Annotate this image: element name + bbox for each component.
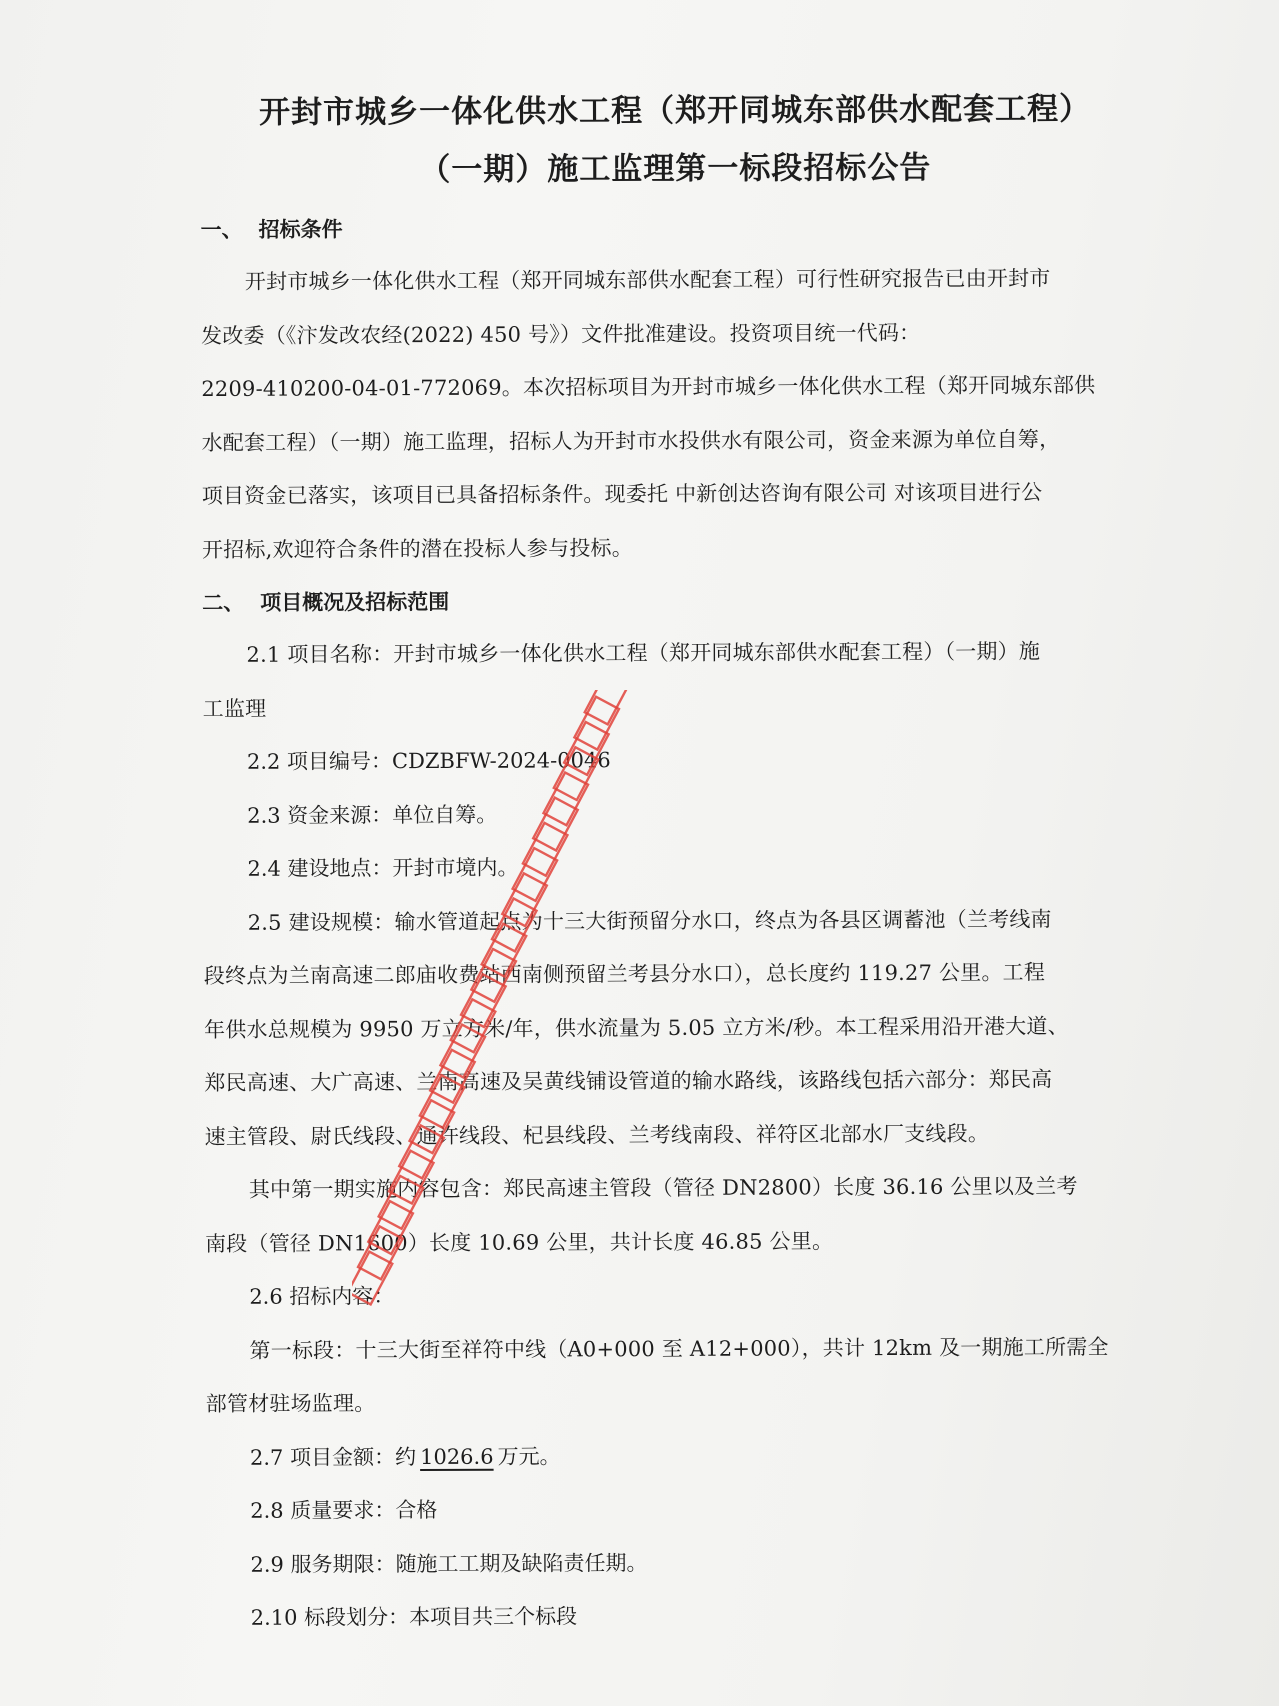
- section-1-paragraph: [201, 252, 1152, 577]
- phase-1-paragraph: [205, 1160, 1155, 1271]
- section-1-line: 开招标,欢迎符合条件的潜在投标人参与投标。: [201, 535, 633, 562]
- lot-1-paragraph: [205, 1320, 1155, 1431]
- title-line-2: （一期）施工监理第一标段招标公告: [419, 149, 932, 189]
- item-2-5-line: 郑民高速、大广高速、兰南高速及吴黄线铺设管道的输水路线，该路线包括六部分：郑民高: [204, 1067, 1053, 1095]
- section-2-number: 二、: [202, 590, 245, 615]
- section-2-title: 项目概况及招标范围: [260, 589, 450, 615]
- item-2-5-line: 2.5 建设规模：输水管道起点为十三大街预留分水口，终点为各县区调蓄池（兰考线南: [247, 906, 1052, 935]
- item-2-1-line: 2.1 项目名称：开封市城乡一体化供水工程（郑开同城东部供水配套工程）（一期）施: [246, 639, 1041, 667]
- section-1-title: 招标条件: [258, 217, 343, 242]
- section-1-line: 项目资金已落实，该项目已具备招标条件。现委托 中新创达咨询有限公司 对该项目进行公: [201, 480, 1043, 508]
- section-1-line: 开封市城乡一体化供水工程（郑开同城东部供水配套工程）可行性研究报告已由开封市: [244, 266, 1051, 294]
- phase-1-line: 其中第一期实施内容包含：郑民高速主管段（管径 DN2800）长度 36.16 公里以及兰考: [248, 1174, 1078, 1202]
- lot-1-line: 部管材驻场监理。: [205, 1391, 376, 1416]
- document-content: [200, 80, 1157, 1646]
- section-1-line: 发改委（《汴发改农经(2022) 450 号》）文件批准建设。投资项目统一代码：: [201, 320, 921, 348]
- item-2-5-line: 段终点为兰南高速二郎庙收费站西南侧预留兰考县分水口），总长度约 119.27 公里。工程: [203, 960, 1046, 988]
- item-2-9: 2.9 服务期限：随施工工期及缺陷责任期。: [250, 1550, 648, 1577]
- item-2-6: 2.6 招标内容：: [249, 1284, 395, 1309]
- item-2-2: 2.2 项目编号：CDZBFW-2024-0046: [246, 748, 611, 774]
- item-2-1-line: 工监理: [202, 696, 267, 721]
- item-2-5-line: 年供水总规模为 9950 万立方米/年，供水流量为 5.05 立方米/秒。本工程采用沿开港大道、: [204, 1013, 1069, 1042]
- item-2-4: 2.4 建设地点：开封市境内。: [247, 855, 519, 881]
- item-2-1: [202, 625, 1152, 736]
- item-2-5: [204, 892, 1155, 1164]
- section-1-line: 水配套工程）（一期）施工监理，招标人为开封市水投供水有限公司，资金来源为单位自筹，: [201, 426, 1061, 455]
- item-2-3: 2.3 资金来源：单位自筹。: [247, 802, 498, 828]
- item-2-7: [206, 1427, 1156, 1485]
- section-1-number: 一、: [200, 217, 243, 242]
- item-2-10: 2.10 标段划分：本项目共三个标段: [250, 1604, 578, 1630]
- item-2-7-unit: 万元。: [497, 1443, 561, 1469]
- item-2-8: 2.8 质量要求：合格: [250, 1497, 438, 1523]
- lot-1-line: 第一标段：十三大街至祥符中线（A0+000 至 A12+000），共计 12km 及一期施工所需全: [249, 1334, 1109, 1363]
- section-1-line: 2209-410200-04-01-772069。本次招标项目为开封市城乡一体化供水工程（郑开同城东部供: [201, 373, 1096, 401]
- item-2-7-label: 2.7 项目金额：约: [249, 1444, 417, 1470]
- title-line-1: 开封市城乡一体化供水工程（郑开同城东部供水配套工程）: [259, 91, 1092, 131]
- section-1-heading: [201, 200, 1151, 256]
- phase-1-line: 南段（管径 DN1600）长度 10.69 公里，共计长度 46.85 公里。: [205, 1228, 834, 1256]
- item-2-7-amount: 1026.6: [420, 1444, 494, 1469]
- item-2-5-line: 速主管段、尉氏线段、通许线段、杞县线段、兰考线南段、祥符区北部水厂支线段。: [204, 1121, 990, 1149]
- section-2-heading: [202, 573, 1152, 629]
